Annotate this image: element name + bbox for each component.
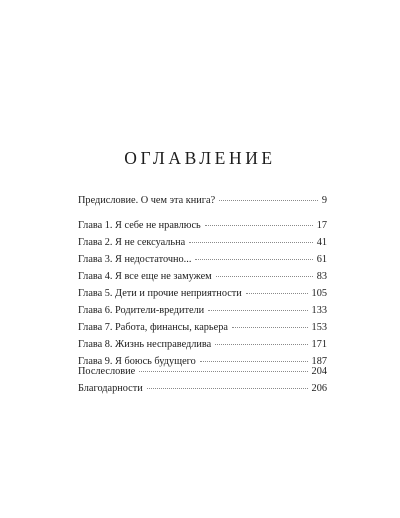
toc-entry (78, 380, 327, 397)
toc-entry (78, 192, 327, 209)
toc-entry-label: Глава 3. Я недостаточно... (78, 254, 192, 265)
toc-entry (78, 285, 327, 302)
dot-leader (246, 292, 308, 294)
dot-leader (189, 241, 313, 243)
toc-entry-label: Благодарности (78, 383, 143, 394)
toc-group-preface (78, 192, 327, 209)
toc-title: ОГЛАВЛЕНИЕ (124, 148, 276, 168)
toc-entry-page: 133 (311, 305, 327, 316)
toc-entry-label: Глава 5. Дети и прочие неприятности (78, 288, 242, 299)
toc-entry-label: Предисловие. О чем эта книга? (78, 195, 216, 206)
toc-entry (78, 319, 327, 336)
toc-entry-page: 9 (321, 195, 327, 206)
toc-entry-label: Глава 2. Я не сексуальна (78, 237, 186, 248)
toc-entry (78, 336, 327, 353)
toc-entry-page: 17 (316, 220, 327, 231)
dot-leader (208, 309, 307, 311)
dot-leader (216, 275, 313, 277)
dot-leader (232, 326, 308, 328)
toc-entry (78, 302, 327, 319)
toc-entry-page: 206 (311, 383, 327, 394)
toc-entry (78, 217, 327, 234)
dot-leader (205, 224, 313, 226)
dot-leader (195, 258, 312, 260)
toc-entry (78, 363, 327, 380)
dot-leader (215, 343, 307, 345)
dot-leader (139, 370, 307, 372)
toc-entry-page: 41 (316, 237, 327, 248)
toc-entry-page: 83 (316, 271, 327, 282)
toc-entry (78, 234, 327, 251)
dot-leader (147, 387, 308, 389)
toc-group-chapters (78, 217, 327, 370)
toc-entry-label: Глава 6. Родители-вредители (78, 305, 205, 316)
toc-entry-page: 204 (311, 366, 327, 377)
toc-group-afterword (78, 363, 327, 397)
toc-entry-label: Глава 9. Я боюсь будущего (78, 356, 196, 367)
toc-entry-label: Глава 4. Я все еще не замужем (78, 271, 212, 282)
dot-leader (200, 360, 308, 362)
toc-entry-label: Послесловие (78, 366, 136, 377)
dot-leader (219, 199, 318, 201)
toc-entry-page: 61 (316, 254, 327, 265)
toc-entry (78, 251, 327, 268)
toc-entry-page: 153 (311, 322, 327, 333)
toc-entry-page: 187 (311, 356, 327, 367)
toc-entry-label: Глава 1. Я себе не нравлюсь (78, 220, 201, 231)
toc-entry-label: Глава 7. Работа, финансы, карьера (78, 322, 228, 333)
toc-entry-page: 171 (311, 339, 327, 350)
toc-entry-label: Глава 8. Жизнь несправедлива (78, 339, 212, 350)
toc-entry-page: 105 (311, 288, 327, 299)
toc-entry (78, 268, 327, 285)
